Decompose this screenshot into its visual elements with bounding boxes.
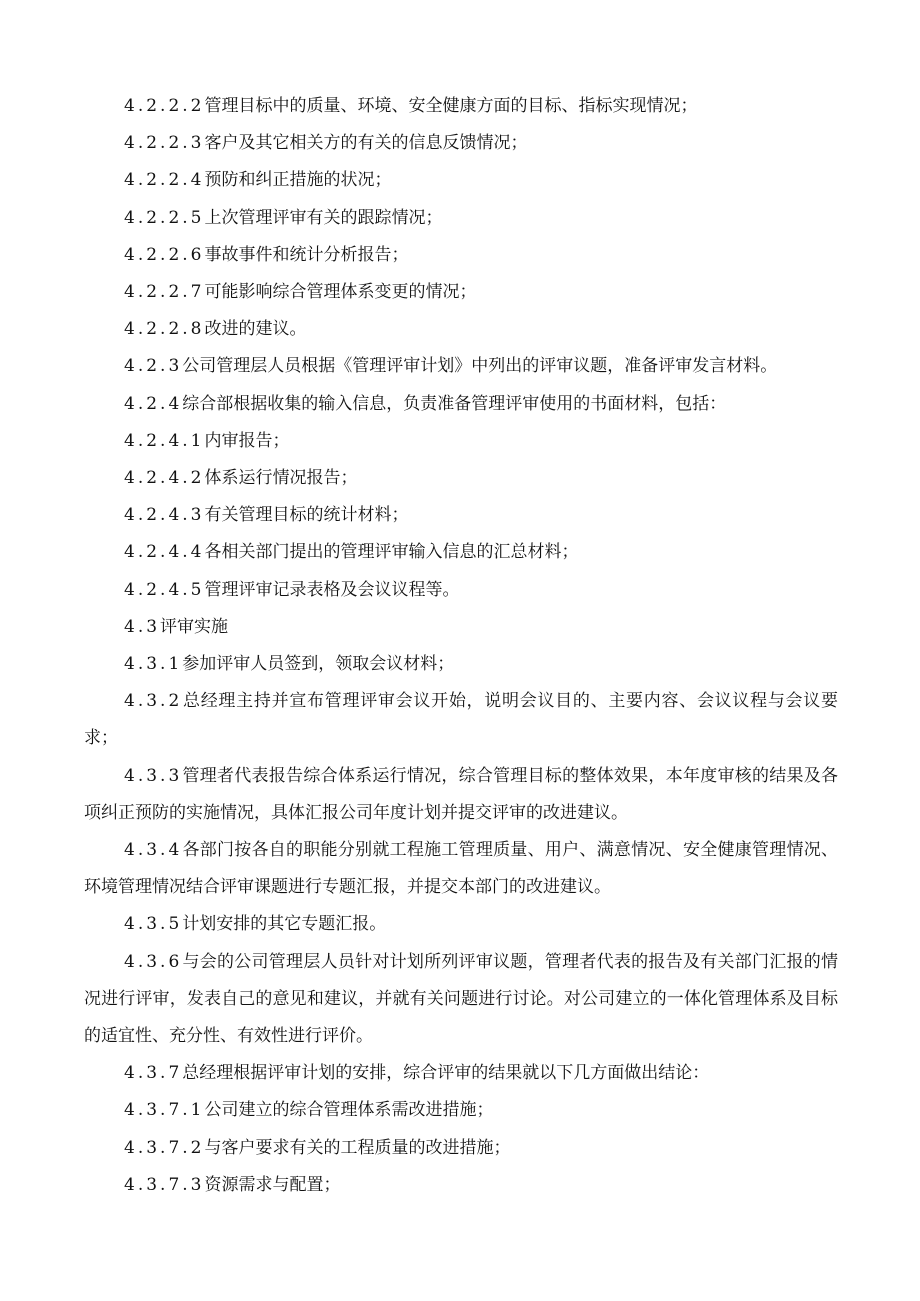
paragraph-4-3-1: [84, 646, 838, 683]
clause-text: 资源需求与配置；: [204, 1174, 341, 1195]
clause-number: 4.3.3: [124, 765, 183, 786]
clause-number: 4.3.7.2: [124, 1137, 205, 1158]
clause-text: 综合部根据收集的输入信息，负责准备管理评审使用的书面材料，包括：: [182, 393, 727, 414]
clause-text: 各部门按各自的职能分别就工程施工管理质量、用户、满意情况、安全健康管理情况、环境管理情况结合评审课题进行专题汇报，并提交本部门的改进建议。: [84, 840, 838, 898]
clause-number: 4.3.2: [124, 691, 183, 712]
paragraph-4-2-4-3: [84, 497, 838, 534]
clause-number: 4.3.5: [124, 914, 183, 935]
paragraph-4-3-7-1: [84, 1092, 838, 1129]
clause-number: 4.3.7: [124, 1063, 183, 1084]
clause-text: 公司建立的综合管理体系需改进措施；: [204, 1100, 494, 1121]
clause-text: 与会的公司管理层人员针对计划所列评审议题，管理者代表的报告及有关部门汇报的情况进行评审，发表自己的意见和建议，并就有关问题进行讨论。对公司建立的一体化管理体系及目标的适宜性、充分性、有效性进行评价。: [84, 951, 838, 1047]
paragraph-4-2-2-3: [84, 125, 838, 162]
clause-number: 4.2.2.6: [124, 244, 205, 265]
paragraph-4-2-2-8: [84, 311, 838, 348]
clause-text: 体系运行情况报告；: [204, 468, 358, 489]
clause-text: 公司管理层人员根据《管理评审计划》中列出的评审议题，准备评审发言材料。: [182, 356, 778, 377]
clause-text: 管理者代表报告综合体系运行情况，综合管理目标的整体效果，本年度审核的结果及各项纠正预防的实施情况，具体汇报公司年度计划并提交评审的改进建议。: [84, 765, 838, 823]
paragraph-4-2-4: [84, 386, 838, 423]
clause-text: 总经理根据评审计划的安排，综合评审的结果就以下几方面做出结论：: [182, 1063, 710, 1084]
clause-number: 4.2.4.5: [124, 579, 205, 600]
clause-text: 与客户要求有关的工程质量的改进措施；: [204, 1137, 511, 1158]
clause-text: 参加评审人员签到，领取会议材料；: [182, 654, 455, 675]
clause-number: 4.3.7.3: [124, 1174, 205, 1195]
clause-number: 4.2.4: [124, 393, 183, 414]
clause-text: 评审实施: [160, 616, 229, 637]
clause-number: 4.3.7.1: [124, 1100, 205, 1121]
clause-text: 内审报告；: [204, 430, 290, 451]
clause-text: 预防和纠正措施的状况；: [204, 170, 392, 191]
clause-number: 4.3.4: [124, 840, 183, 861]
paragraph-4-3-5: [84, 906, 838, 943]
clause-text: 上次管理评审有关的跟踪情况；: [204, 207, 443, 228]
paragraph-4-2-2-4: [84, 162, 838, 199]
clause-text: 管理评审记录表格及会议议程等。: [204, 579, 460, 600]
clause-text: 事故事件和统计分析报告；: [204, 244, 409, 265]
clause-text: 有关管理目标的统计材料；: [204, 505, 409, 526]
clause-number: 4.3.6: [124, 951, 183, 972]
paragraph-4-2-4-2: [84, 460, 838, 497]
clause-text: 各相关部门提出的管理评审输入信息的汇总材料；: [204, 542, 579, 563]
clause-text: 计划安排的其它专题汇报。: [182, 914, 387, 935]
paragraph-4-3-3: [84, 758, 838, 832]
clause-number: 4.2.4.1: [124, 430, 205, 451]
clause-number: 4.2.4.4: [124, 542, 205, 563]
clause-number: 4.2.2.4: [124, 170, 205, 191]
section-heading-4-3: [84, 609, 838, 646]
paragraph-4-3-2: [84, 683, 838, 757]
clause-text: 总经理主持并宣布管理评审会议开始，说明会议目的、主要内容、会议议程与会议要求；: [84, 691, 838, 749]
clause-number: 4.2.3: [124, 356, 183, 377]
clause-number: 4.2.4.2: [124, 468, 205, 489]
paragraph-4-2-4-4: [84, 534, 838, 571]
clause-number: 4.2.2.8: [124, 319, 205, 340]
paragraph-4-3-7-2: [84, 1130, 838, 1167]
paragraph-4-2-2-5: [84, 200, 838, 237]
paragraph-4-3-4: [84, 832, 838, 906]
paragraph-4-2-4-1: [84, 423, 838, 460]
clause-number: 4.3: [124, 616, 161, 637]
paragraph-4-2-2-7: [84, 274, 838, 311]
paragraph-4-3-7-3: [84, 1167, 838, 1204]
clause-number: 4.3.1: [124, 654, 183, 675]
clause-number: 4.2.2.3: [124, 133, 205, 154]
document-body: [84, 88, 838, 1204]
clause-number: 4.2.2.2: [124, 96, 205, 116]
clause-text: 改进的建议。: [204, 319, 307, 340]
clause-number: 4.2.2.5: [124, 207, 205, 228]
paragraph-4-3-7: [84, 1055, 838, 1092]
paragraph-4-2-3: [84, 348, 838, 385]
paragraph-4-3-6: [84, 944, 838, 1056]
paragraph-4-2-2-6: [84, 237, 838, 274]
clause-number: 4.2.4.3: [124, 505, 205, 526]
paragraph-4-2-4-5: [84, 572, 838, 609]
clause-text: 客户及其它相关方的有关的信息反馈情况；: [204, 133, 528, 154]
clause-text: 可能影响综合管理体系变更的情况；: [204, 282, 477, 303]
clause-text: 管理目标中的质量、环境、安全健康方面的目标、指标实现情况；: [204, 96, 698, 116]
clause-number: 4.2.2.7: [124, 282, 205, 303]
paragraph-4-2-2-2: [84, 88, 838, 125]
